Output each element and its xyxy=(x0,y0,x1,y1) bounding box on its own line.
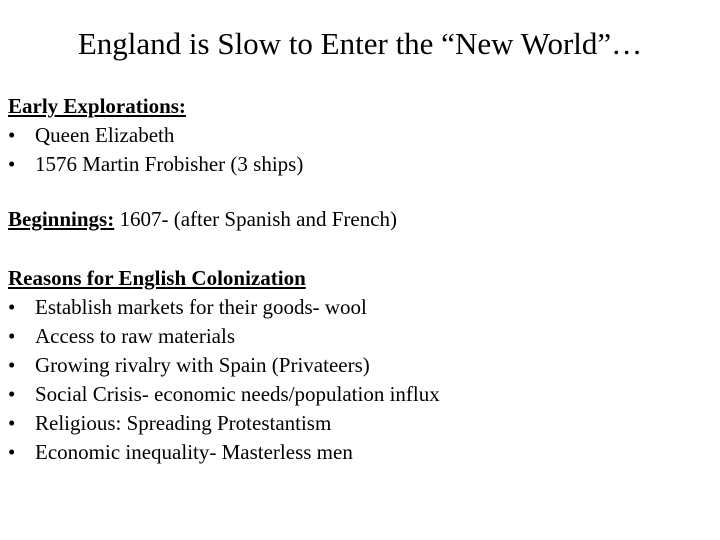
list-item xyxy=(8,351,440,380)
bullet-icon: • xyxy=(8,382,16,406)
reasons-section xyxy=(8,264,440,467)
beginnings-text: 1607- (after Spanish and French) xyxy=(114,207,398,231)
bullet-icon: • xyxy=(8,353,16,377)
list-item xyxy=(8,293,440,322)
list-item xyxy=(8,438,440,467)
list-item-text: Queen Elizabeth xyxy=(35,123,175,147)
reasons-list xyxy=(8,293,440,467)
list-item xyxy=(8,322,440,351)
list-item-text: 1576 Martin Frobisher (3 ships) xyxy=(35,152,304,176)
list-item xyxy=(8,150,303,179)
early-explorations-list xyxy=(8,121,303,179)
list-item-text: Establish markets for their goods- wool xyxy=(35,295,367,319)
list-item-text: Economic inequality- Masterless men xyxy=(35,440,353,464)
early-explorations-section xyxy=(8,92,303,179)
reasons-heading: Reasons for English Colonization xyxy=(8,266,306,290)
bullet-icon: • xyxy=(8,324,16,348)
beginnings-line xyxy=(8,205,397,234)
bullet-icon: • xyxy=(8,295,16,319)
list-item-text: Religious: Spreading Protestantism xyxy=(35,411,332,435)
list-item-text: Access to raw materials xyxy=(35,324,236,348)
beginnings-heading: Beginnings: xyxy=(8,207,115,231)
list-item xyxy=(8,409,440,438)
bullet-icon: • xyxy=(8,123,16,147)
list-item xyxy=(8,380,440,409)
bullet-icon: • xyxy=(8,411,16,435)
bullet-icon: • xyxy=(8,440,16,464)
bullet-icon: • xyxy=(8,152,16,176)
slide-title: England is Slow to Enter the “New World”… xyxy=(77,26,643,61)
early-explorations-heading: Early Explorations: xyxy=(8,94,186,118)
beginnings-section xyxy=(8,205,397,234)
list-item xyxy=(8,121,303,150)
list-item-text: Social Crisis- economic needs/population influx xyxy=(35,382,440,406)
list-item-text: Growing rivalry with Spain (Privateers) xyxy=(35,353,370,377)
